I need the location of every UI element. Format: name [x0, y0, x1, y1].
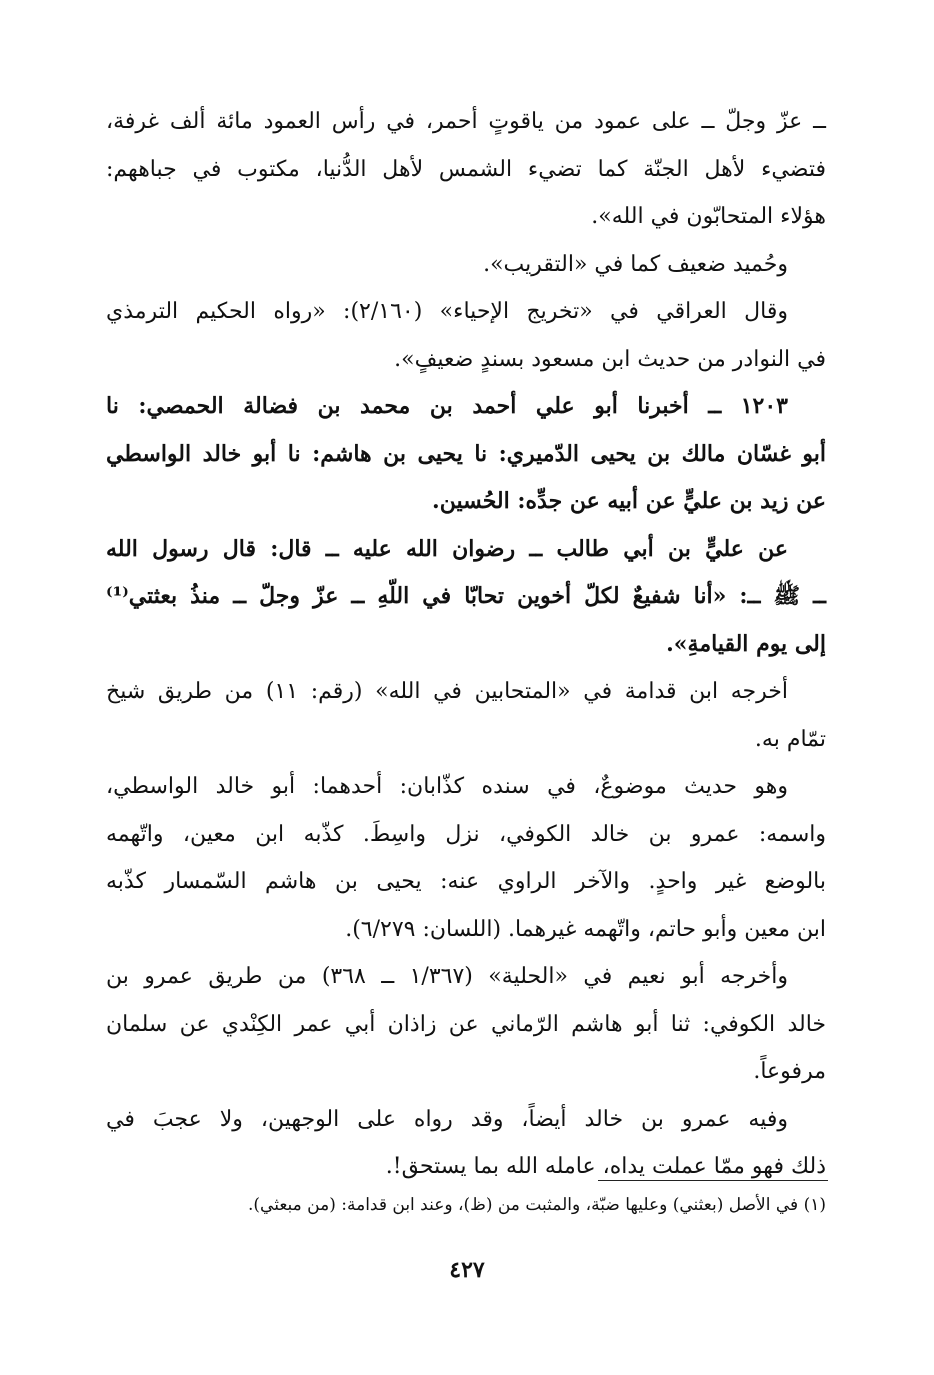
paragraph-closing-remark: [106, 1096, 826, 1191]
text-line: خالد الكوفي: ثنا أبو هاشم الرّماني عن زاذان أبي عمر الكِنْدي عن سلمان: [106, 1011, 826, 1037]
text-line: مرفوعاً.: [753, 1059, 826, 1084]
paragraph-hadith-continuation: [106, 98, 826, 241]
text-line: أخرجه ابن قدامة في «المتحابين في الله» (رقم: ١١) من طريق شيخ: [106, 679, 788, 704]
page-body: [106, 98, 826, 1191]
text-line: أبو غسّان مالك بن يحيى الدّميري: نا يحيى بن هاشم: نا أبو خالد الواسطي: [106, 440, 826, 467]
text-line: ــ ﷺ ــ: «أنا شفيعٌ لكلّ أخوين تحابّا في اللّهِ ــ عزّ وجلّ ــ منذُ بعثتي⁽¹⁾: [106, 583, 826, 609]
text-line: في النوادر من حديث ابن مسعود بسندٍ ضعيفٍ».: [394, 346, 826, 372]
text-line: وهو حديث موضوعٌ، في سنده كذّابان: أحدهما: أبو خالد الواسطي،: [106, 774, 788, 799]
text-line: وفيه عمرو بن خالد أيضاً، وقد رواه على الوجهين، ولا عجبَ في: [106, 1106, 788, 1132]
paragraph-grading: [106, 763, 826, 953]
footnote: (١) في الأصل (بعثني) وعليها ضبّة، والمثبت من (ظ)، وعند ابن قدامة: (من مبعثي).: [248, 1195, 826, 1215]
text-line: ــ عزّ وجلّ ــ على عمود من ياقوتٍ أحمر، في رأس العمود مائة ألف غرفة،: [106, 109, 826, 134]
paragraph-matn: [106, 526, 826, 669]
paragraph-takhrij-abu-nuaim: [106, 953, 826, 1096]
footnote-divider: [598, 1180, 828, 1181]
paragraph-takhrij-ibn-qudama: [106, 668, 826, 763]
text-line: ابن معين وأبو حاتم، واتّهمه غيرهما. (اللسان: ٦/٢٧٩).: [345, 916, 826, 942]
paragraph-humaid: [106, 241, 826, 289]
text-line: بالوضع غير واحدٍ. والآخر الراوي عنه: يحيى بن هاشم السّمسار كذّبه: [106, 869, 826, 894]
text-line: تمّام به.: [754, 726, 826, 752]
text-line: ١٢٠٣ ــ أخبرنا أبو علي أحمد بن محمد بن فضالة الحمصي: نا: [106, 393, 788, 419]
text-line: ذلك فهو ممّا عملت يداه، عامله الله بما يستحق!.: [385, 1154, 826, 1179]
text-line: إلى يوم القيامةِ».: [666, 630, 826, 657]
text-line: فتضيء لأهل الجنّة كما تضيء الشمس لأهل الدُّنيا، مكتوب في جباههم:: [106, 156, 826, 182]
text-line: عن زيد بن عليٍّ عن أبيه عن جدِّه: الحُسين.: [432, 488, 826, 514]
paragraph-isnad-1203: [106, 383, 826, 526]
text-line: واسمه: عمرو بن خالد الكوفي، نزل واسِطَ. كذّبه ابن معين، واتّهمه: [106, 821, 826, 847]
text-line: هؤلاء المتحابّون في الله».: [591, 204, 826, 229]
text-line: عن عليٍّ بن أبي طالب ــ رضوان الله عليه ــ قال: قال رسول الله: [106, 535, 788, 562]
text-line: وأخرجه أبو نعيم في «الحلية» (١/٣٦٧ ــ ٣٦٨) من طريق عمرو بن: [106, 964, 788, 989]
page-number: ٤٢٧: [449, 1257, 485, 1283]
text-line: وقال العراقي في «تخريج الإحياء» (٢/١٦٠): «رواه الحكيم الترمذي: [106, 299, 788, 324]
paragraph-iraqi: [106, 288, 826, 383]
text-line: وحُميد ضعيف كما في «التقريب».: [483, 251, 788, 277]
